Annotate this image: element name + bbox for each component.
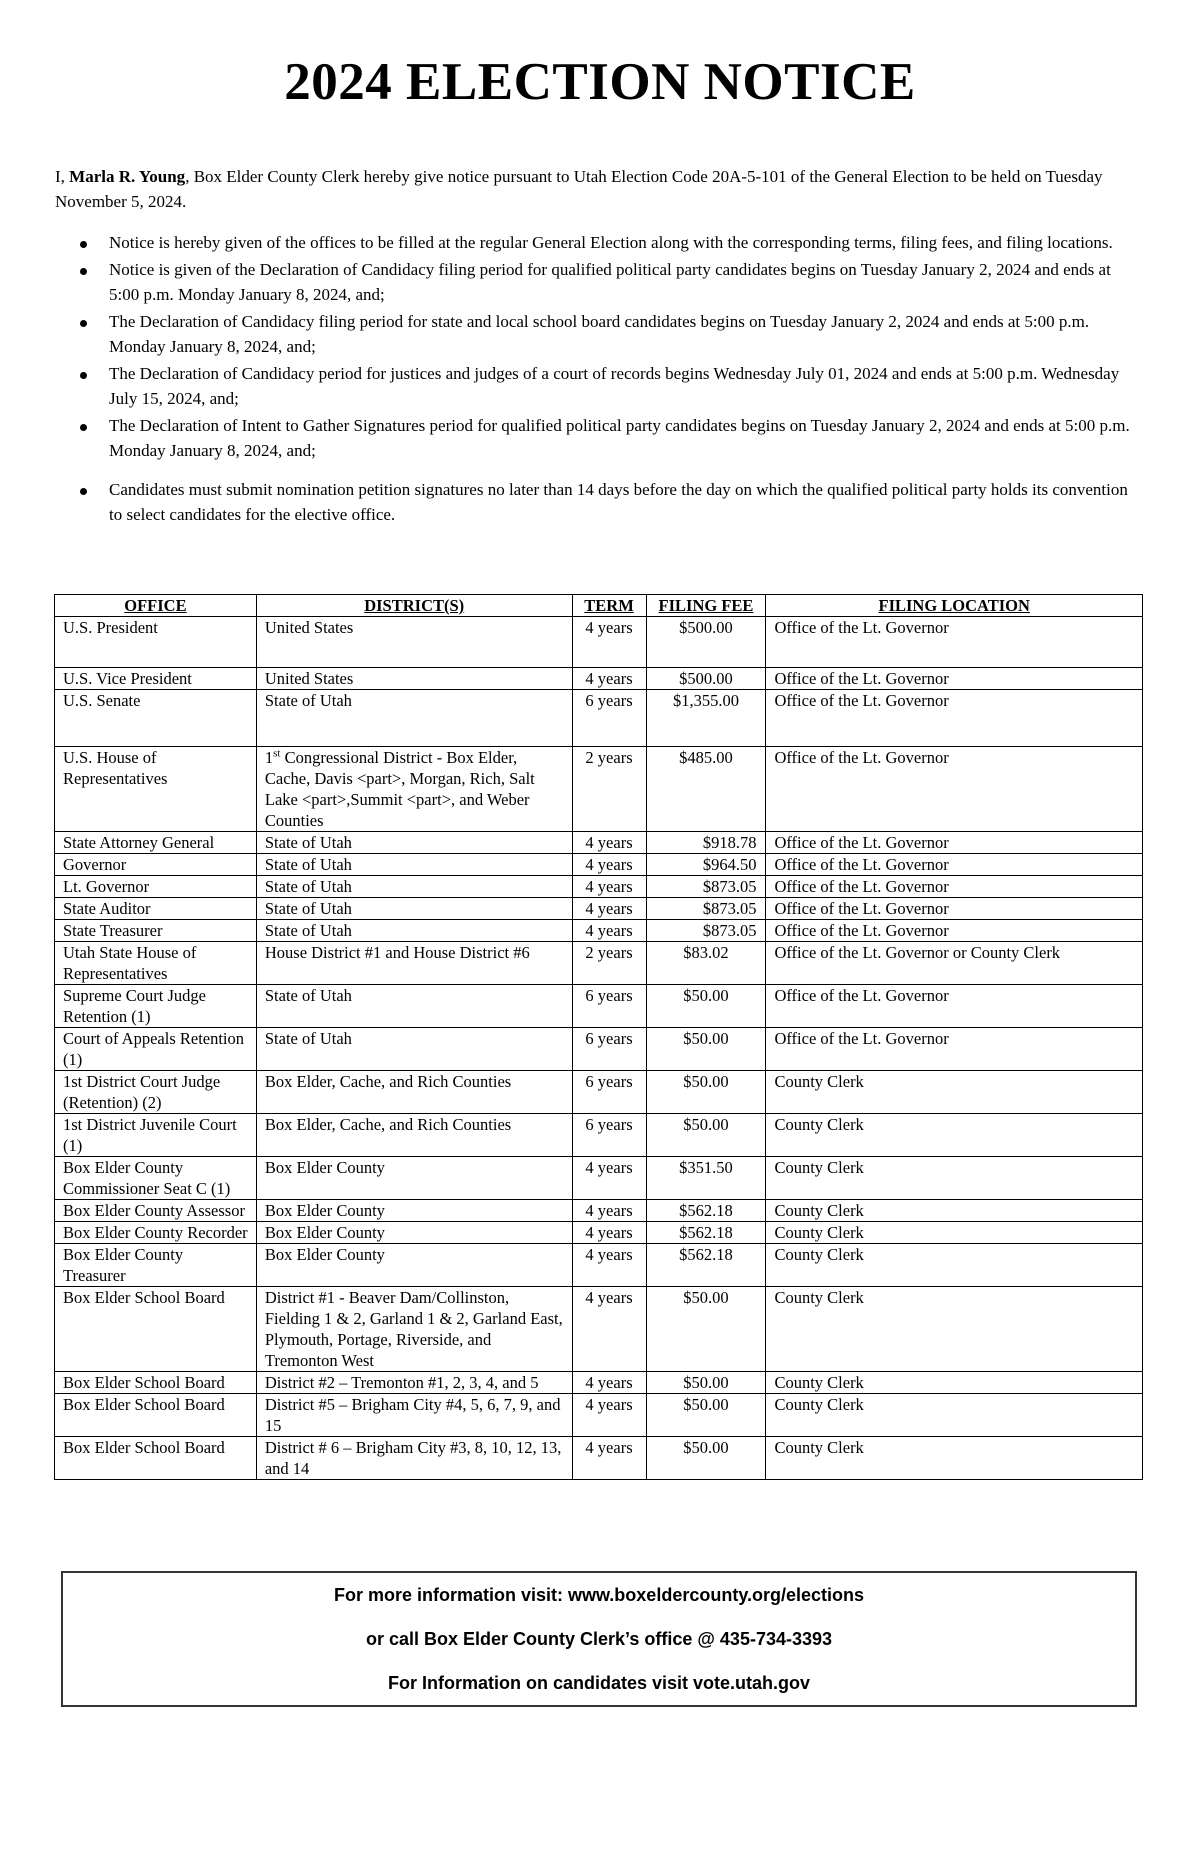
district-ordinal-suffix: st <box>273 747 281 760</box>
office-cell: Box Elder School Board <box>55 1437 257 1480</box>
district-cell: State of Utah <box>256 854 572 876</box>
table-row <box>55 1437 1143 1480</box>
location-cell: County Clerk <box>766 1244 1143 1287</box>
location-cell: County Clerk <box>766 1071 1143 1114</box>
district-cell: Box Elder County <box>256 1200 572 1222</box>
fee-cell: $351.50 <box>646 1157 766 1200</box>
term-cell: 6 years <box>572 1114 646 1157</box>
clerk-name: Marla R. Young <box>69 167 186 186</box>
fee-cell: $964.50 <box>646 854 766 876</box>
term-cell: 2 years <box>572 747 646 832</box>
district-cell: District #1 - Beaver Dam/Collinston, Fielding 1 & 2, Garland 1 & 2, Garland East, Plymouth, Portage, Riverside, and Tremonton West <box>256 1287 572 1372</box>
header-filing-fee: FILING FEE <box>646 595 766 617</box>
location-cell: Office of the Lt. Governor <box>766 898 1143 920</box>
term-cell: 6 years <box>572 690 646 747</box>
table-header-row <box>55 595 1143 617</box>
bullet-icon <box>80 372 87 379</box>
term-cell: 2 years <box>572 942 646 985</box>
location-cell: Office of the Lt. Governor <box>766 747 1143 832</box>
office-cell: State Auditor <box>55 898 257 920</box>
fee-cell: $873.05 <box>646 876 766 898</box>
district-cell: State of Utah <box>256 920 572 942</box>
table-row <box>55 920 1143 942</box>
district-cell: State of Utah <box>256 690 572 747</box>
info-candidates-line: For Information on candidates visit vote.utah.gov <box>387 1673 811 1693</box>
location-cell: County Clerk <box>766 1200 1143 1222</box>
table-row <box>55 668 1143 690</box>
term-cell: 4 years <box>572 617 646 668</box>
term-cell: 6 years <box>572 985 646 1028</box>
term-cell: 6 years <box>572 1071 646 1114</box>
fee-cell: $50.00 <box>646 1028 766 1071</box>
table-row <box>55 898 1143 920</box>
office-cell: Utah State House of Representatives <box>55 942 257 985</box>
table-row <box>55 1372 1143 1394</box>
district-cell: Box Elder, Cache, and Rich Counties <box>256 1114 572 1157</box>
bullet-text: Candidates must submit nomination petition signatures no later than 14 days before the day on which the qualified political party holds its convention to select candidates for the elective office. <box>109 480 1128 524</box>
district-cell: Box Elder County <box>256 1157 572 1200</box>
office-cell: U.S. President <box>55 617 257 668</box>
office-cell: Box Elder School Board <box>55 1394 257 1437</box>
office-cell: Box Elder School Board <box>55 1372 257 1394</box>
office-cell: State Attorney General <box>55 832 257 854</box>
table-row <box>55 1394 1143 1437</box>
location-cell: Office of the Lt. Governor or County Clerk <box>766 942 1143 985</box>
district-cell: State of Utah <box>256 898 572 920</box>
bullet-item <box>55 413 1135 463</box>
office-cell: U.S. Senate <box>55 690 257 747</box>
fee-cell: $873.05 <box>646 920 766 942</box>
location-cell: Office of the Lt. Governor <box>766 920 1143 942</box>
more-info-box <box>61 1571 1137 1707</box>
bullet-icon <box>80 488 87 495</box>
term-cell: 4 years <box>572 1287 646 1372</box>
table-row <box>55 832 1143 854</box>
term-cell: 4 years <box>572 668 646 690</box>
table-row <box>55 876 1143 898</box>
table-row <box>55 1200 1143 1222</box>
offices-table <box>54 594 1143 1480</box>
term-cell: 4 years <box>572 920 646 942</box>
location-cell: County Clerk <box>766 1437 1143 1480</box>
district-cell: District #2 – Tremonton #1, 2, 3, 4, and 5 <box>256 1372 572 1394</box>
district-cell: District #5 – Brigham City #4, 5, 6, 7, 9, and 15 <box>256 1394 572 1437</box>
notice-bullet-list <box>55 230 1135 529</box>
bullet-icon <box>80 241 87 248</box>
bullet-icon <box>80 424 87 431</box>
term-cell: 6 years <box>572 1028 646 1071</box>
intro-paragraph <box>55 164 1135 214</box>
header-filing-location: FILING LOCATION <box>766 595 1143 617</box>
table-row <box>55 1071 1143 1114</box>
table-row <box>55 747 1143 832</box>
term-cell: 4 years <box>572 1437 646 1480</box>
table-row <box>55 1157 1143 1200</box>
location-cell: Office of the Lt. Governor <box>766 668 1143 690</box>
term-cell: 4 years <box>572 1394 646 1437</box>
fee-cell: $562.18 <box>646 1222 766 1244</box>
fee-cell: $50.00 <box>646 1071 766 1114</box>
bullet-item <box>55 477 1135 527</box>
district-cell: State of Utah <box>256 876 572 898</box>
fee-cell: $873.05 <box>646 898 766 920</box>
fee-cell: $50.00 <box>646 1394 766 1437</box>
info-website-line: For more information visit: www.boxeldercounty.org/elections <box>333 1585 865 1605</box>
fee-cell: $918.78 <box>646 832 766 854</box>
table-row <box>55 617 1143 668</box>
location-cell: County Clerk <box>766 1157 1143 1200</box>
location-cell: County Clerk <box>766 1394 1143 1437</box>
table-row <box>55 854 1143 876</box>
district-cell: Box Elder, Cache, and Rich Counties <box>256 1071 572 1114</box>
district-cell: State of Utah <box>256 832 572 854</box>
office-cell: Supreme Court Judge Retention (1) <box>55 985 257 1028</box>
intro-text: , Box Elder County Clerk hereby give notice pursuant to Utah Election Code 20A-5-101 of the General Election to be held on Tuesday November 5, 2024. <box>55 167 1103 211</box>
fee-cell: $562.18 <box>646 1200 766 1222</box>
location-cell: Office of the Lt. Governor <box>766 854 1143 876</box>
office-cell: U.S. House of Representatives <box>55 747 257 832</box>
fee-cell: $1,355.00 <box>646 690 766 747</box>
fee-cell: $83.02 <box>646 942 766 985</box>
term-cell: 4 years <box>572 1200 646 1222</box>
office-cell: U.S. Vice President <box>55 668 257 690</box>
location-cell: County Clerk <box>766 1114 1143 1157</box>
term-cell: 4 years <box>572 1222 646 1244</box>
district-text: Congressional District - Box Elder, Cache, Davis <part>, Morgan, Rich, Salt Lake <part>,Summit <part>, and Weber Counties <box>264 748 535 830</box>
term-cell: 4 years <box>572 832 646 854</box>
office-cell: 1st District Court Judge (Retention) (2) <box>55 1071 257 1114</box>
info-phone-line: or call Box Elder County Clerk’s office @ 435-734-3393 <box>365 1629 833 1649</box>
bullet-item <box>55 361 1135 411</box>
office-cell: Box Elder County Recorder <box>55 1222 257 1244</box>
header-districts: DISTRICT(S) <box>256 595 572 617</box>
bullet-item <box>55 309 1135 359</box>
fee-cell: $50.00 <box>646 1114 766 1157</box>
office-cell: 1st District Juvenile Court (1) <box>55 1114 257 1157</box>
header-term: TERM <box>572 595 646 617</box>
location-cell: County Clerk <box>766 1372 1143 1394</box>
term-cell: 4 years <box>572 876 646 898</box>
intro-prefix: I, <box>55 167 70 186</box>
table-row <box>55 985 1143 1028</box>
fee-cell: $50.00 <box>646 1287 766 1372</box>
bullet-text: Notice is hereby given of the offices to be filled at the regular General Election along with the corresponding terms, filing fees, and filing locations. <box>109 233 1113 252</box>
table-row <box>55 1114 1143 1157</box>
fee-cell: $562.18 <box>646 1244 766 1287</box>
term-cell: 4 years <box>572 1372 646 1394</box>
location-cell: Office of the Lt. Governor <box>766 617 1143 668</box>
term-cell: 4 years <box>572 898 646 920</box>
table-row <box>55 1028 1143 1071</box>
bullet-item <box>55 257 1135 307</box>
office-cell: State Treasurer <box>55 920 257 942</box>
office-cell: Governor <box>55 854 257 876</box>
office-cell: Court of Appeals Retention (1) <box>55 1028 257 1071</box>
fee-cell: $50.00 <box>646 1372 766 1394</box>
district-cell: Box Elder County <box>256 1244 572 1287</box>
district-cell: State of Utah <box>256 985 572 1028</box>
location-cell: Office of the Lt. Governor <box>766 832 1143 854</box>
bullet-icon <box>80 268 87 275</box>
table-row <box>55 1287 1143 1372</box>
bullet-text: Notice is given of the Declaration of Candidacy filing period for qualified political party candidates begins on Tuesday January 2, 2024 and ends at 5:00 p.m. Monday January 8, 2024, and; <box>109 260 1111 304</box>
table-row <box>55 1222 1143 1244</box>
fee-cell: $500.00 <box>646 668 766 690</box>
location-cell: County Clerk <box>766 1287 1143 1372</box>
office-cell: Box Elder County Assessor <box>55 1200 257 1222</box>
header-office: OFFICE <box>55 595 257 617</box>
term-cell: 4 years <box>572 854 646 876</box>
location-cell: Office of the Lt. Governor <box>766 1028 1143 1071</box>
bullet-item <box>55 230 1135 255</box>
term-cell: 4 years <box>572 1157 646 1200</box>
district-number: 1 <box>264 748 274 767</box>
office-cell: Box Elder School Board <box>55 1287 257 1372</box>
office-cell: Box Elder County Treasurer <box>55 1244 257 1287</box>
location-cell: Office of the Lt. Governor <box>766 985 1143 1028</box>
district-cell <box>256 747 572 832</box>
bullet-text: The Declaration of Intent to Gather Signatures period for qualified political party candidates begins on Tuesday January 2, 2024 and ends at 5:00 p.m. Monday January 8, 2024, and; <box>109 416 1130 460</box>
office-cell: Lt. Governor <box>55 876 257 898</box>
fee-cell: $500.00 <box>646 617 766 668</box>
district-cell: United States <box>256 617 572 668</box>
fee-cell: $50.00 <box>646 1437 766 1480</box>
district-cell: Box Elder County <box>256 1222 572 1244</box>
fee-cell: $50.00 <box>646 985 766 1028</box>
location-cell: Office of the Lt. Governor <box>766 876 1143 898</box>
table-row <box>55 1244 1143 1287</box>
table-row <box>55 690 1143 747</box>
district-cell: House District #1 and House District #6 <box>256 942 572 985</box>
fee-cell: $485.00 <box>646 747 766 832</box>
district-cell: State of Utah <box>256 1028 572 1071</box>
bullet-text: The Declaration of Candidacy filing period for state and local school board candidates begins on Tuesday January 2, 2024 and ends at 5:00 p.m. Monday January 8, 2024, and; <box>109 312 1090 356</box>
bullet-text: The Declaration of Candidacy period for justices and judges of a court of records begins Wednesday July 01, 2024 and ends at 5:00 p.m. Wednesday July 15, 2024, and; <box>109 364 1120 408</box>
term-cell: 4 years <box>572 1244 646 1287</box>
table-row <box>55 942 1143 985</box>
location-cell: Office of the Lt. Governor <box>766 690 1143 747</box>
page-title: 2024 ELECTION NOTICE <box>284 53 916 111</box>
district-cell: District # 6 – Brigham City #3, 8, 10, 12, 13, and 14 <box>256 1437 572 1480</box>
location-cell: County Clerk <box>766 1222 1143 1244</box>
district-cell: United States <box>256 668 572 690</box>
office-cell: Box Elder County Commissioner Seat C (1) <box>55 1157 257 1200</box>
bullet-icon <box>80 320 87 327</box>
